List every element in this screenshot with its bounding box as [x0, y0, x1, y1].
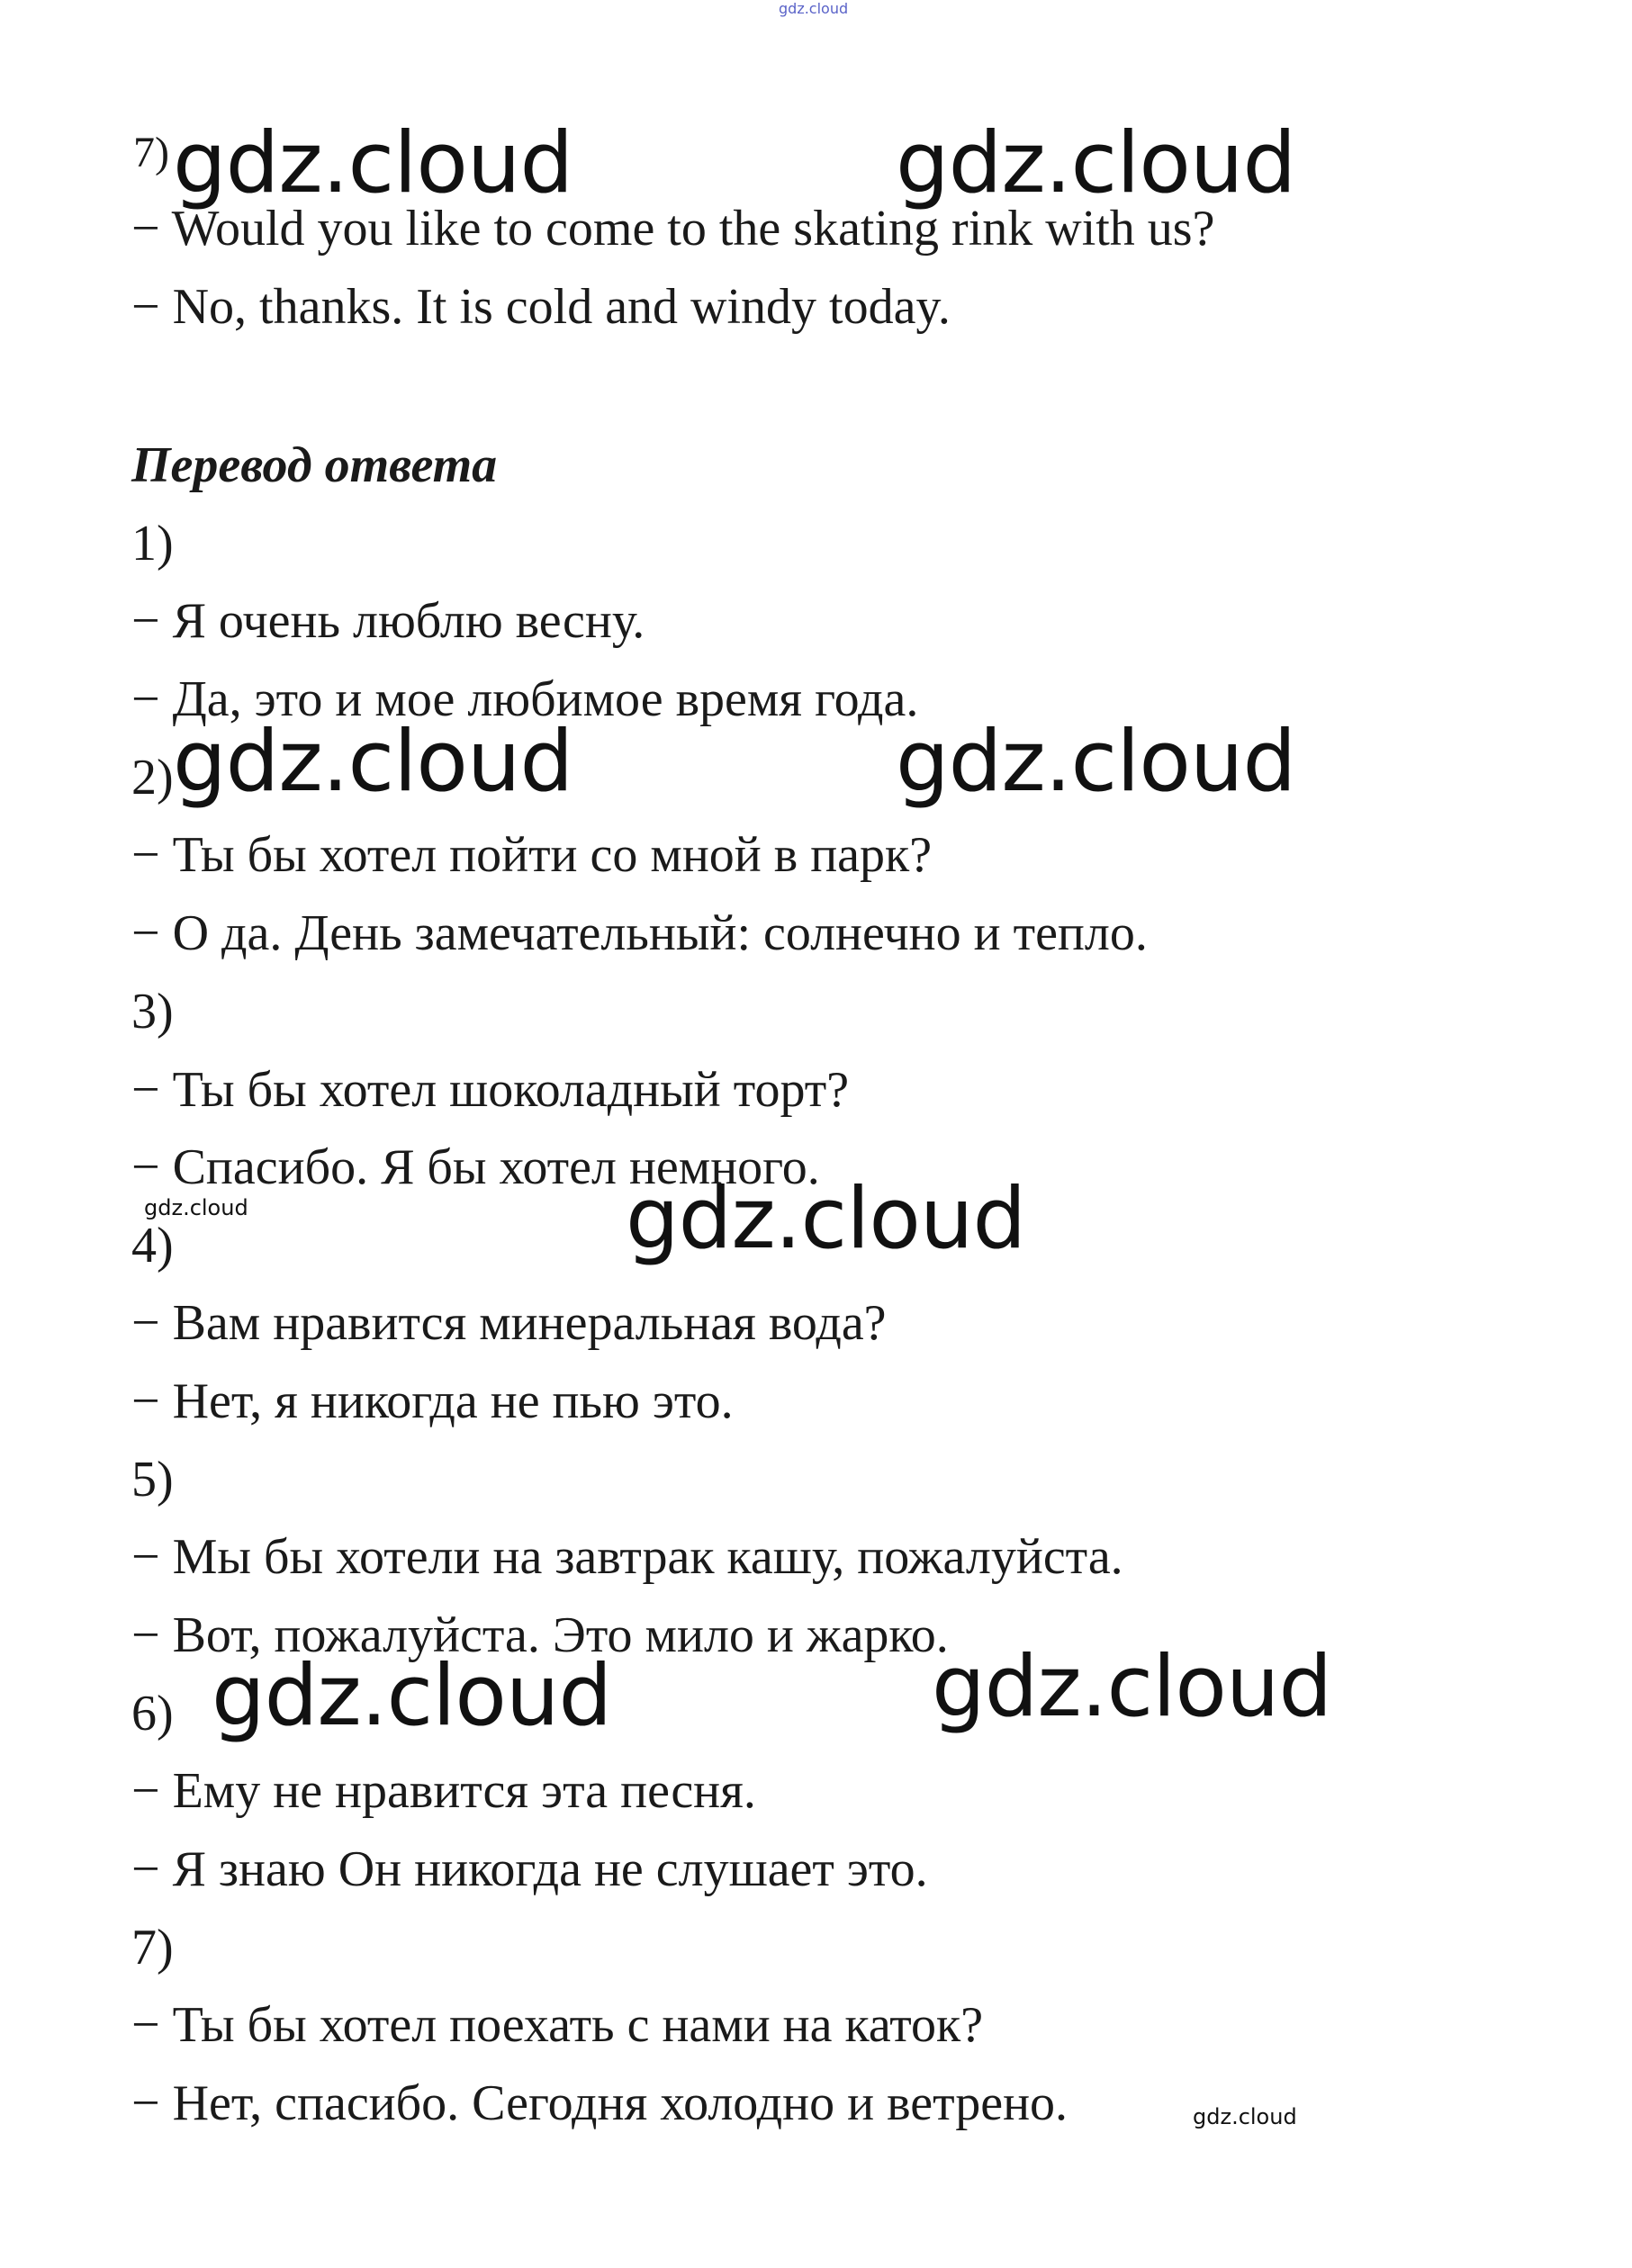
watermark: gdz.cloud — [896, 713, 1296, 811]
item-number: 2) — [131, 750, 174, 806]
section-heading: Перевод ответа — [131, 437, 498, 493]
dialogue-line: − Я очень люблю весну. — [131, 593, 645, 649]
watermark: gdz.cloud — [173, 114, 573, 212]
top-watermark: gdz.cloud — [779, 0, 849, 17]
watermark: gdz.cloud — [212, 1647, 612, 1745]
watermark: gdz.cloud — [896, 114, 1296, 212]
dialogue-line: − Нет, я никогда не пью это. — [131, 1373, 734, 1429]
watermark: gdz.cloud — [144, 1195, 248, 1220]
dialogue-line: − Спасибо. Я бы хотел немного. — [131, 1139, 820, 1195]
dialogue-line: − Ему не нравится эта песня. — [131, 1763, 756, 1819]
item-number: 7) — [131, 1920, 174, 1976]
item-number: 1) — [131, 516, 174, 572]
watermark: gdz.cloud — [1193, 2104, 1297, 2129]
dialogue-line: − Да, это и мое любимое время года. — [131, 671, 919, 727]
item-number: 6) — [131, 1686, 174, 1742]
dialogue-line: − Я знаю Он никогда не слушает это. — [131, 1841, 928, 1897]
dialogue-line: − Ты бы хотел пойти со мной в парк? — [131, 827, 933, 883]
dialogue-line: − О да. День замечательный: солнечно и тепло. — [131, 905, 1148, 961]
item-number: 4) — [131, 1218, 174, 1274]
dialogue-line: − Ты бы хотел поехать с нами на каток? — [131, 1997, 984, 2053]
watermark: gdz.cloud — [626, 1170, 1026, 1268]
item-number: 5) — [131, 1452, 174, 1508]
dialogue-line: − Ты бы хотел шоколадный торт? — [131, 1062, 850, 1118]
item-number: 3) — [131, 984, 174, 1040]
dialogue-line: − Вот, пожалуйста. Это мило и жарко. — [131, 1607, 949, 1663]
dialogue-line: − Мы бы хотели на завтрак кашу, пожалуйста. — [131, 1529, 1123, 1585]
dialogue-line: − No, thanks. It is cold and windy today. — [131, 279, 951, 335]
dialogue-line: − Вам нравится минеральная вода? — [131, 1295, 887, 1351]
watermark: gdz.cloud — [173, 713, 573, 811]
dialogue-line: − Would you like to come to the skating rink with us? — [131, 201, 1215, 256]
watermark: gdz.cloud — [932, 1638, 1332, 1736]
dialogue-line: − Нет, спасибо. Сегодня холодно и ветрено. — [131, 2075, 1068, 2131]
item-number: 7) — [133, 129, 169, 176]
